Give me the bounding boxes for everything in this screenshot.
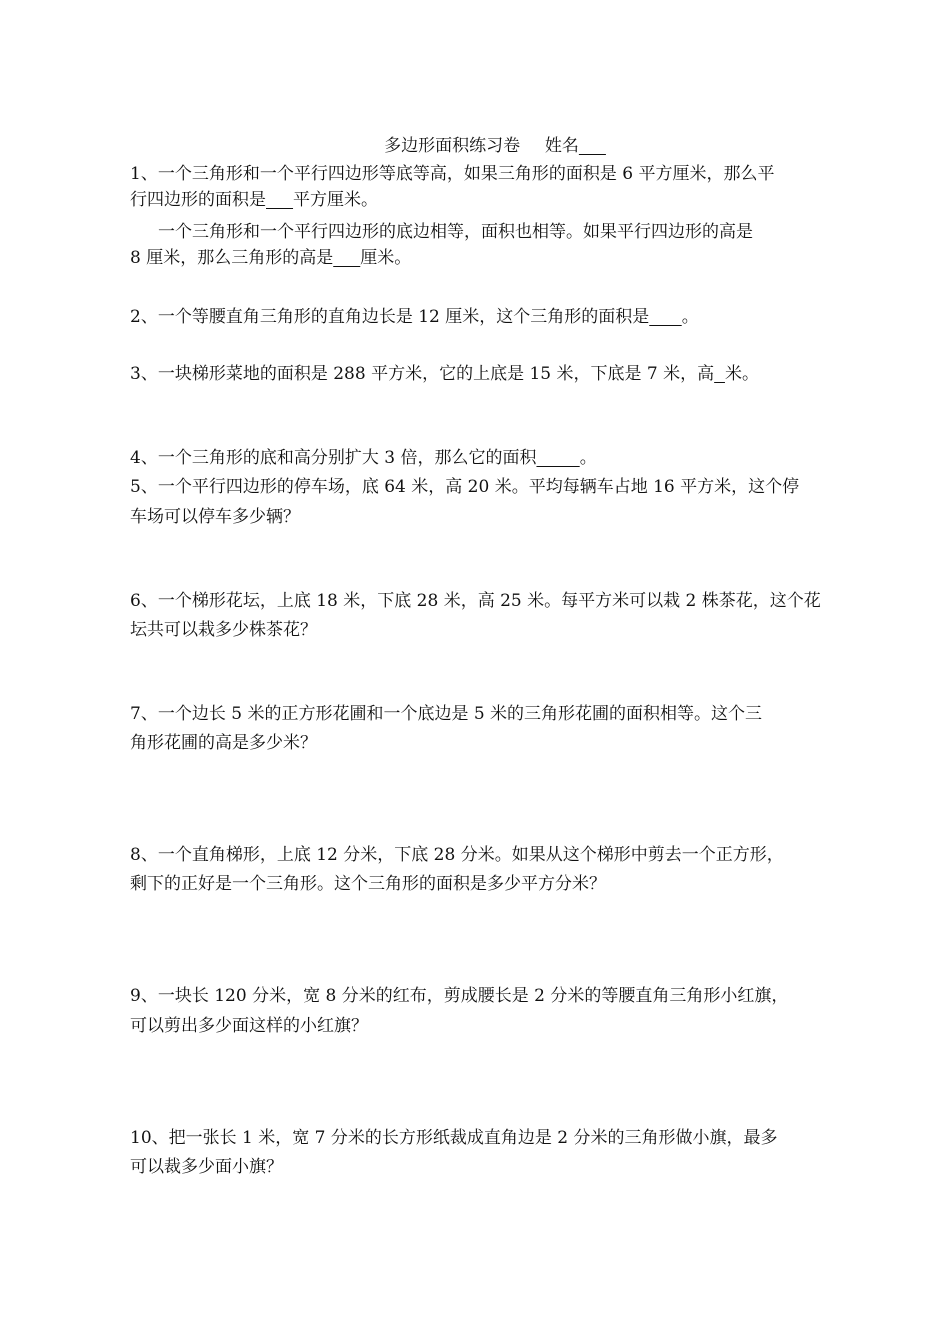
- q8-line1: 8、一个直角梯形，上底 12 分米，下底 28 分米。如果从这个梯形中剪去一个正方形，: [130, 845, 784, 865]
- q3-line: [130, 362, 830, 386]
- name-label: 姓名: [544, 136, 579, 156]
- q2-text: 2、一个等腰直角三角形的直角边长是 12 厘米，这个三角形的面积是: [130, 307, 650, 327]
- name-blank: [579, 136, 606, 156]
- q1-line2: [130, 188, 830, 212]
- q4-line: [130, 446, 830, 470]
- q9-line1: 9、一块长 120 分米，宽 8 分米的红布，剪成腰长是 2 分米的等腰直角三角形小红旗，: [130, 986, 789, 1006]
- q1-answer-blank-1: [266, 190, 293, 210]
- q1-line4-unit: 厘米。: [360, 248, 412, 268]
- q5-line2: 车场可以停车多少辆？: [130, 507, 300, 527]
- q4-text: 4、一个三角形的底和高分别扩大 3 倍，那么它的面积: [130, 448, 537, 468]
- q7-line1: 7、一个边长 5 米的正方形花圃和一个底边是 5 米的三角形花圃的面积相等。这个三: [130, 704, 763, 724]
- q2-answer-blank: [649, 307, 681, 327]
- q4-end: 。: [579, 448, 597, 468]
- q1-line2-unit: 平方厘米。: [293, 190, 379, 210]
- worksheet-title: [0, 134, 950, 158]
- q1-line4: [130, 246, 830, 270]
- q3-text: 3、一块梯形菜地的面积是 288 平方米，它的上底是 15 米，下底是 7 米，高: [130, 364, 715, 384]
- q1-line1: 1、一个三角形和一个平行四边形等底等高，如果三角形的面积是 6 平方厘米，那么平: [130, 164, 775, 184]
- q3-answer-blank: [714, 364, 725, 384]
- q1-line4-text: 8 厘米，那么三角形的高是: [130, 248, 334, 268]
- q6-line2: 坛共可以栽多少株茶花？: [130, 620, 317, 640]
- q1-answer-blank-2: [333, 248, 360, 268]
- q8-line2: 剩下的正好是一个三角形。这个三角形的面积是多少平方分米？: [130, 874, 606, 894]
- q7-line2: 角形花圃的高是多少米？: [130, 733, 317, 753]
- q6-line1: 6、一个梯形花坛，上底 18 米，下底 28 米，高 25 米。每平方米可以栽 2 株茶花，这个花: [130, 591, 821, 611]
- q3-end: 米。: [724, 364, 759, 384]
- q5-line1: 5、一个平行四边形的停车场，底 64 米，高 20 米。平均每辆车占地 16 平方米，这个停: [130, 477, 800, 497]
- q2-line: [130, 305, 830, 329]
- q9-line2: 可以剪出多少面这样的小红旗？: [130, 1016, 368, 1036]
- q1-line3: 一个三角形和一个平行四边形的底边相等，面积也相等。如果平行四边形的高是: [158, 222, 753, 242]
- q10-line2: 可以裁多少面小旗？: [130, 1157, 283, 1177]
- title-text: 多边形面积练习卷: [384, 136, 521, 156]
- q4-answer-blank: [536, 448, 579, 468]
- q10-line1: 10、把一张长 1 米，宽 7 分米的长方形纸裁成直角边是 2 分米的三角形做小旗，最多: [130, 1128, 778, 1148]
- q2-end: 。: [681, 307, 699, 327]
- q1-line2-text: 行四边形的面积是: [130, 190, 266, 210]
